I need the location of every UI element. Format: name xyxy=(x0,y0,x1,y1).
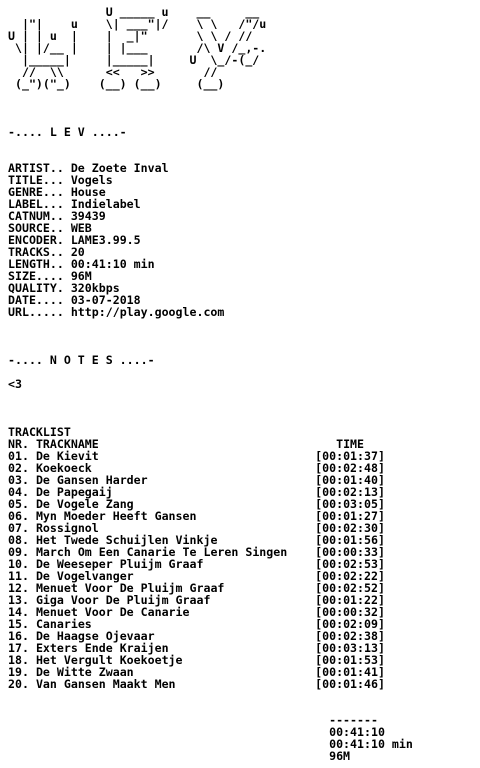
info-value: LAME3.99.5 xyxy=(70,233,141,247)
track-name: De Haagse Ojevaar xyxy=(35,629,155,643)
info-key: TITLE... xyxy=(8,173,64,187)
info-key: LENGTH.. xyxy=(8,257,64,271)
track-number: 19. xyxy=(8,665,29,679)
track-time: [00:00:32] xyxy=(315,605,385,619)
info-value: De Zoete Inval xyxy=(70,161,169,175)
track-number: 12. xyxy=(8,581,29,595)
info-key: GENRE... xyxy=(8,185,64,199)
info-key: LABEL... xyxy=(8,197,64,211)
col-time-header: TIME xyxy=(336,437,365,451)
track-number: 17. xyxy=(8,641,29,655)
track-name: De Gansen Harder xyxy=(35,473,148,487)
tracklist-title-text: TRACKLIST xyxy=(8,425,71,439)
track-number: 20. xyxy=(8,677,29,691)
info-value: 96M xyxy=(70,269,92,283)
track-number: 03. xyxy=(8,473,29,487)
track-name: Giga Voor De Pluijm Graaf xyxy=(35,593,211,607)
track-time: [00:02:52] xyxy=(315,581,385,595)
notes-text: <3 xyxy=(8,377,22,391)
blank-line xyxy=(8,390,472,402)
info-value: Vogels xyxy=(70,173,113,187)
blank-line xyxy=(8,330,472,342)
info-value: 00:41:10 min xyxy=(70,257,155,271)
track-name: Canaries xyxy=(35,617,92,631)
track-number: 18. xyxy=(8,653,29,667)
track-number: 04. xyxy=(8,485,29,499)
track-name: De Weeseper Pluijm Graaf xyxy=(35,557,204,571)
summary-line xyxy=(8,750,472,762)
track-name: March Om Een Canarie Te Leren Singen xyxy=(35,545,288,559)
track-name: Koekoeck xyxy=(35,461,92,475)
track-name: De Papegaij xyxy=(35,485,113,499)
info-value: 03-07-2018 xyxy=(70,293,141,307)
info-value: WEB xyxy=(70,221,92,235)
track-time: [00:01:27] xyxy=(315,509,385,523)
track-row xyxy=(8,678,472,690)
track-name: De Kievit xyxy=(35,449,99,463)
notes-line xyxy=(8,378,472,390)
track-time: [00:02:38] xyxy=(315,629,385,643)
blank-line xyxy=(8,690,472,702)
track-name: Het Vergult Koekoetje xyxy=(35,653,183,667)
section-header-lev xyxy=(8,126,472,138)
summary-value: 96M xyxy=(329,749,351,763)
track-name: De Vogele Zang xyxy=(35,497,134,511)
ascii-logo-text: (_")("_) (__) (__) (__) xyxy=(8,77,225,91)
track-number: 08. xyxy=(8,533,29,547)
track-time: [00:02:30] xyxy=(315,521,385,535)
ascii-logo-text: |_____| |_____| U \_/-(_/ xyxy=(8,53,260,67)
summary-value: 00:41:10 min xyxy=(329,737,413,751)
info-value: 39439 xyxy=(70,209,106,223)
info-key: TRACKS.. xyxy=(8,245,64,259)
blank-line xyxy=(8,138,472,150)
blank-line xyxy=(8,318,472,330)
col-nr-header: NR. xyxy=(8,437,29,451)
track-time: [00:03:05] xyxy=(315,497,385,511)
ascii-logo-text: |"| u \| ___"|/ \ \ /"/u xyxy=(8,17,267,31)
track-number: 13. xyxy=(8,593,29,607)
track-time: [00:01:56] xyxy=(315,533,385,547)
track-time: [00:01:37] xyxy=(315,449,385,463)
blank-line xyxy=(8,402,472,414)
info-key: ARTIST.. xyxy=(8,161,64,175)
info-key: URL..... xyxy=(8,305,64,319)
info-key: DATE.... xyxy=(8,293,64,307)
info-value: 320kbps xyxy=(70,281,120,295)
section-header-text: -.... L E V ....- xyxy=(8,125,127,139)
track-number: 15. xyxy=(8,617,29,631)
blank-line xyxy=(8,90,472,102)
info-key: ENCODER. xyxy=(8,233,64,247)
track-name: Menuet Voor De Canarie xyxy=(35,605,190,619)
info-value: http://play.google.com xyxy=(70,305,225,319)
track-name: Rossignol xyxy=(35,521,99,535)
track-number: 05. xyxy=(8,497,29,511)
ascii-logo-text: // \\ << >> // xyxy=(8,65,218,79)
track-name: De Witte Zwaan xyxy=(35,665,134,679)
track-number: 10. xyxy=(8,557,29,571)
track-time: [00:02:13] xyxy=(315,485,385,499)
section-header-notes xyxy=(8,354,472,366)
track-time: [00:01:40] xyxy=(315,473,385,487)
info-value: House xyxy=(70,185,106,199)
info-row xyxy=(8,306,472,318)
track-number: 11. xyxy=(8,569,29,583)
track-number: 01. xyxy=(8,449,29,463)
track-name: Myn Moeder Heeft Gansen xyxy=(35,509,197,523)
info-value: Indielabel xyxy=(70,197,141,211)
track-number: 06. xyxy=(8,509,29,523)
track-time: [00:01:41] xyxy=(315,665,385,679)
track-name: Van Gansen Maakt Men xyxy=(35,677,176,691)
track-time: [00:02:09] xyxy=(315,617,385,631)
track-time: [00:00:33] xyxy=(315,545,385,559)
track-number: 02. xyxy=(8,461,29,475)
blank-line xyxy=(8,102,472,114)
track-number: 16. xyxy=(8,629,29,643)
track-number: 09. xyxy=(8,545,29,559)
summary-rule-text: ------- xyxy=(329,713,378,727)
track-time: [00:01:46] xyxy=(315,677,385,691)
track-time: [00:02:48] xyxy=(315,461,385,475)
track-time: [00:02:22] xyxy=(315,569,385,583)
summary-value: 00:41:10 xyxy=(329,725,385,739)
track-time: [00:01:22] xyxy=(315,593,385,607)
ascii-logo-text: U | | u | | _|" \ \ / // xyxy=(8,29,253,43)
blank-line xyxy=(8,366,472,378)
track-time: [00:03:13] xyxy=(315,641,385,655)
col-name-header: TRACKNAME xyxy=(35,437,99,451)
info-key: QUALITY. xyxy=(8,281,64,295)
ascii-logo-line xyxy=(8,78,472,90)
track-name: De Vogelvanger xyxy=(35,569,134,583)
track-time: [00:02:53] xyxy=(315,557,385,571)
info-key: CATNUM.. xyxy=(8,209,64,223)
ascii-logo-text: U _____ u __ __ xyxy=(8,5,260,19)
blank-line xyxy=(8,414,472,426)
track-number: 14. xyxy=(8,605,29,619)
info-key: SIZE.... xyxy=(8,269,64,283)
track-time: [00:01:53] xyxy=(315,653,385,667)
info-value: 20 xyxy=(70,245,85,259)
track-name: Menuet Voor De Pluijm Graaf xyxy=(35,581,225,595)
track-name: Exters Ende Kraijen xyxy=(35,641,169,655)
ascii-logo-text: \| |/__ | | |___ /\ V /_,-. xyxy=(8,41,267,55)
notes-header-text: -.... N O T E S ....- xyxy=(8,353,155,367)
track-number: 07. xyxy=(8,521,29,535)
track-name: Het Twede Schuijlen Vinkje xyxy=(35,533,218,547)
info-key: SOURCE.. xyxy=(8,221,64,235)
